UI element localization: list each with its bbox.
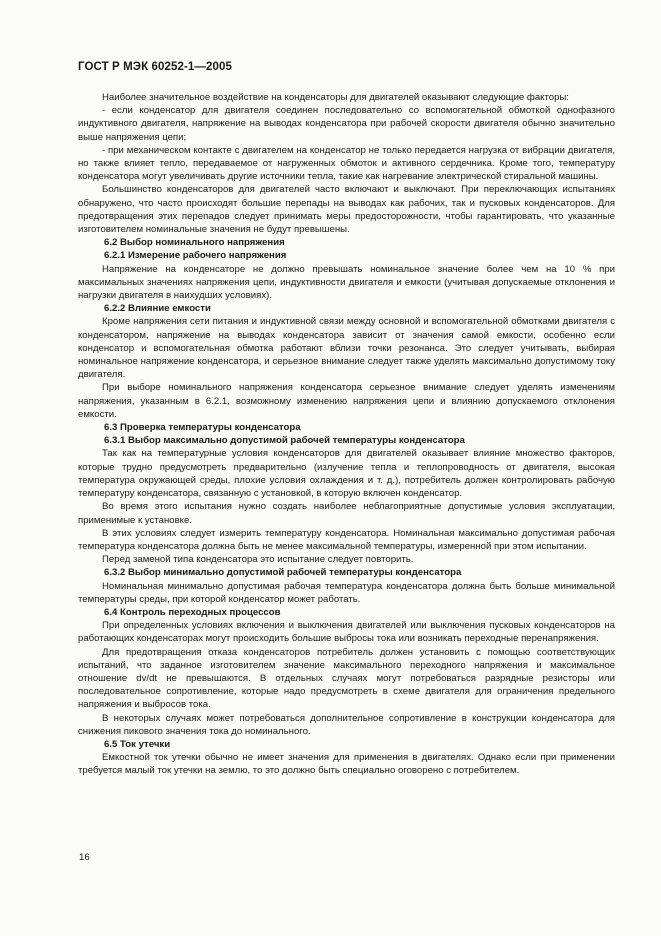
paragraph: При выборе номинального напряжения конденсатора серьезное внимание следует уделять изменениям напряжения, указанным в 6.2.1, возможному изменению напряжения цепи и влиянию допускаемого отклонения емкости.: [78, 382, 615, 420]
section-heading-6-5: 6.5 Ток утечки: [104, 738, 171, 750]
section-heading-6-3-2: 6.3.2 Выбор минимально допустимой рабочей температуры конденсатора: [104, 567, 462, 579]
document-body: [78, 91, 615, 778]
paragraph: Напряжение на конденсаторе не должно превышать номинальное значение более чем на 10 % при максимальных значениях напряжения цепи, индуктивности двигателя и емкости (учитывая допускаемые отклонения и нагрузки двигателя в наихудших условиях).: [78, 263, 615, 302]
paragraph: Номинальная минимально допустимая рабочая температура конденсатора должна быть больше минимальной температуры среды, при которой конденсатор может работать.: [78, 580, 615, 605]
section-heading-6-3-1: 6.3.1 Выбор максимально допустимой рабочей температуры конденсатора: [104, 435, 465, 447]
paragraph: В этих условиях следует измерить температуру конденсатора. Номинальная максимально допустимая рабочая температура конденсатора должна быть не менее максимальной температуры, измеренной при этом испытании.: [78, 527, 615, 552]
list-item: - если конденсатор для двигателя соединен последовательно со вспомогательной обмоткой однофазного индуктивного двигателя, напряжение на выводах конденсатора при рабочей скорости двигателя обычно значительно выше напряжения цепи;: [78, 105, 615, 143]
list-item: - при механическом контакте с двигателем на конденсатор не только передается нагрузка от вибрации двигателя, но также влияет тепло, передаваемое от нагруженных обмоток и активного сердечника. Кроме того, температуру конденсатора могут увеличивать другие источники тепла, такие как нагревание электрической стиральной машины.: [78, 144, 615, 183]
paragraph: Наиболее значительное воздействие на конденсаторы для двигателей оказывают следующие факторы:: [102, 92, 569, 103]
section-heading-6-4: 6.4 Контроль переходных процессов: [104, 606, 281, 618]
paragraph: Для предотвращения отказа конденсаторов потребитель должен установить с помощью соответствующих испытаний, что заданное изготовителем значение максимального переходного напряжения и максимальное отношение dv/dt не превышаются. В отдельных случаях могут потребоваться разрядные резисторы или последовательное сопротивление, которые надо предусмотреть в схеме двигателя для ограничения предельного напряжения и выбросов тока.: [78, 646, 615, 711]
paragraph: Во время этого испытания нужно создать наиболее неблагоприятные допустимые условия эксплуатации, применимые к установке.: [78, 501, 615, 526]
section-heading-6-2-2: 6.2.2 Влияние емкости: [104, 303, 211, 315]
paragraph: Перед заменой типа конденсатора это испытание следует повторить.: [102, 554, 414, 566]
document-header: ГОСТ Р МЭК 60252-1—2005: [78, 61, 232, 73]
paragraph: Кроме напряжения сети питания и индуктивной связи между основной и вспомогательной обмотками двигателя с конденсатором, напряжение на выводах конденсатора зависит от значения самой емкости, особенно если конденсатор и вспомогательная обмотка работают вблизи точки резонанса. Это следует учитывать, выбирая номинальное напряжение конденсатора, и серьезное внимание следует также уделять максимально допустимому току двигателя.: [78, 316, 615, 381]
paragraph: Емкостной ток утечки обычно не имеет значения для применения в двигателях. Однако если при применении требуется малый ток утечки на землю, то это должно быть специально оговорено с потребителем.: [78, 752, 615, 777]
paragraph: В некоторых случаях может потребоваться дополнительное сопротивление в конструкции конденсатора для снижения пикового значения тока до номинального.: [78, 712, 615, 737]
paragraph: При определенных условиях включения и выключения двигателей или выключения пусковых конденсаторов на работающих конденсаторах могут происходить большие выбросы тока или возникать переходные перенапряжения.: [78, 620, 615, 645]
section-heading-6-3: 6.3 Проверка температуры конденсатора: [104, 422, 301, 434]
paragraph: Большинство конденсаторов для двигателей часто включают и выключают. При переключающих испытаниях обнаружено, что часто происходят большие перепады на выводах как рабочих, так и пусковых конденсаторов. Для предотвращения этих перепадов следует принимать меры предосторожности, чтобы гарантировать, что указанные изготовителем номинальные значения не будут превышены.: [78, 184, 615, 236]
section-heading-6-2: 6.2 Выбор номинального напряжения: [104, 237, 285, 249]
page-number: 16: [79, 852, 90, 863]
paragraph: Так как на температурные условия конденсаторов для двигателей оказывает влияние множество факторов, которые трудно предусмотреть предварительно (излучение тепла и теплопроводность от двигателя, высокая температура окружающей среды, плохие условия охлаждения и т. д.), потребитель должен контролировать рабочую температуру конденсатора, связанную с установкой, в которую включен конденсатор.: [78, 448, 615, 500]
section-heading-6-2-1: 6.2.1 Измерение рабочего напряжения: [104, 250, 287, 262]
